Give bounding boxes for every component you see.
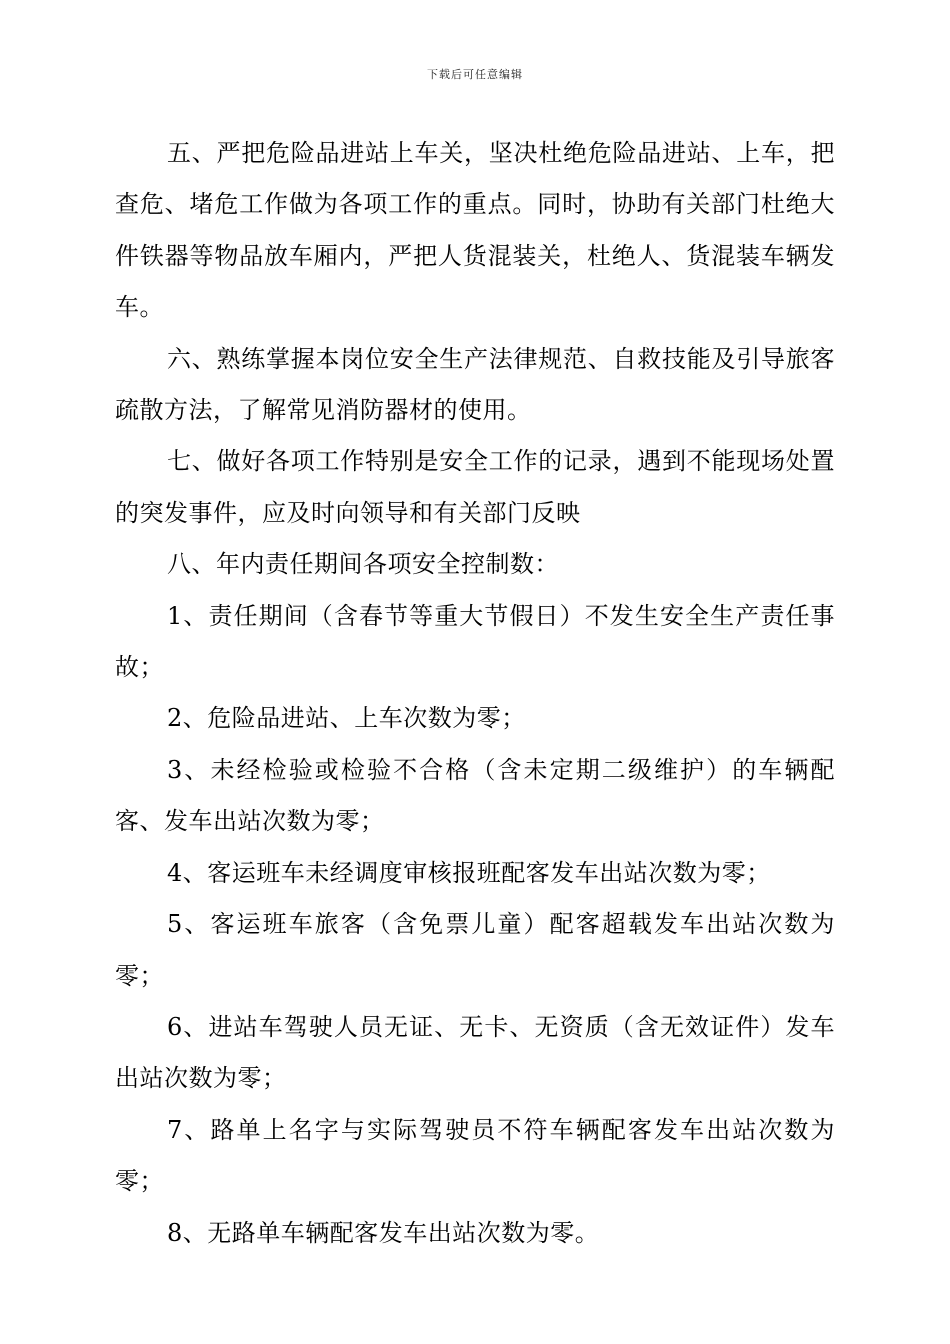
list-item-5: 5、客运班车旅客（含免票儿童）配客超载发车出站次数为零；	[115, 910, 835, 990]
list-item-1: 1、责任期间（含春节等重大节假日）不发生安全生产责任事故；	[115, 601, 835, 682]
paragraph-6-safety-skills: 六、熟练掌握本岗位安全生产法律规范、自救技能及引导旅客疏散方法，了解常见消防器材的使用。	[115, 344, 835, 425]
list-item-7: 7、路单上名字与实际驾驶员不符车辆配客发车出站次数为零；	[115, 1115, 835, 1196]
list-item-4: 4、客运班车未经调度审核报班配客发车出站次数为零；	[167, 858, 771, 887]
paragraph-7-records: 七、做好各项工作特别是安全工作的记录，遇到不能现场处置的突发事件，应及时向领导和有关部门反映	[115, 447, 835, 527]
paragraph-8-control-targets: 八、年内责任期间各项安全控制数：	[167, 550, 559, 579]
list-item-6: 6、进站车驾驶人员无证、无卡、无资质（含无效证件）发车出站次数为零；	[115, 1012, 835, 1093]
list-item-3: 3、未经检验或检验不合格（含未定期二级维护）的车辆配客、发车出站次数为零；	[115, 755, 835, 836]
page-header-note: 下载后可任意编辑	[427, 68, 523, 81]
paragraph-5-dangerous-goods: 五、严把危险品进站上车关，坚决杜绝危险品进站、上车，把查危、堵危工作做为各项工作的重点。同时，协助有关部门杜绝大件铁器等物品放车厢内，严把人货混装关，杜绝人、货混装车辆发车。	[115, 139, 835, 322]
document-body	[115, 128, 835, 1259]
list-item-2: 2、危险品进站、上车次数为零；	[167, 704, 526, 733]
list-item-8: 8、无路单车辆配客发车出站次数为零。	[167, 1218, 600, 1247]
